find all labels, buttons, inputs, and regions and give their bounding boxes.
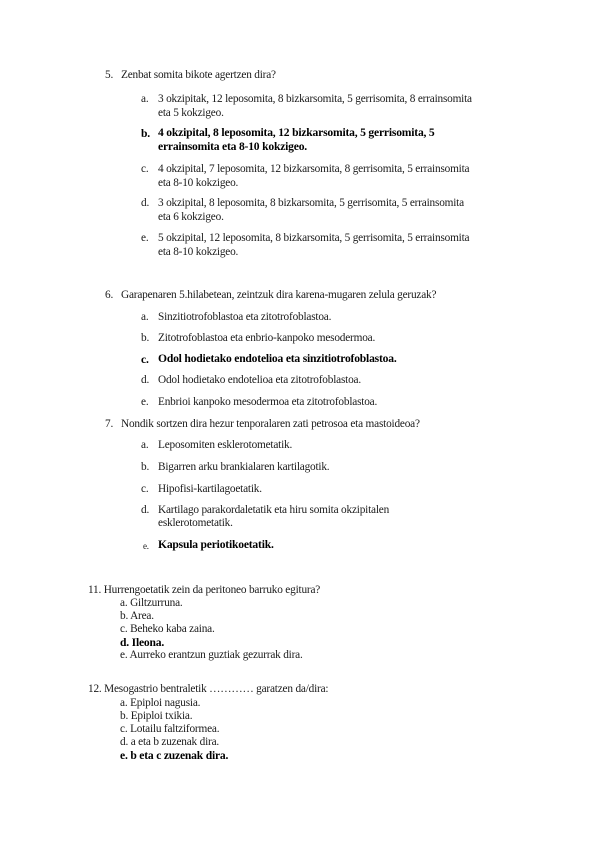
q12-option-a: a. Epiploi nagusia. [120,697,201,709]
option-line: 4 okzipital, 8 leposomita, 12 bizkarsomita, 5 gerrisomita, 5 [158,126,435,139]
q5-text: Zenbat somita bikote agertzen dira? [121,69,276,81]
q7-option-d-line1: Kartilago parakordaletatik eta hiru somita okzipitalen [158,504,390,516]
q7-option-e-text: Kapsula periotikoetatik. [158,538,274,551]
option-line: eta 6 kokzigeo. [158,211,224,223]
option-letter: c. [141,163,149,175]
q11-option-e: e. Aurreko erantzun guztiak gezurrak dira. [120,649,303,661]
q7-option-a-text: Leposomiten esklerotometatik. [158,439,293,451]
q11-option-b: b. Area. [120,610,154,622]
option-line: 5 okzipital, 12 leposomita, 8 bizkarsomita, 5 gerrisomita, 5 errainsomita [158,232,470,244]
option-line: 3 okzipitak, 12 leposomita, 8 bizkarsomita, 5 gerrisomita, 8 errainsomita [158,93,472,105]
q7-option-d-line2: esklerotometatik. [158,517,233,529]
q6-option-e-text: Enbrioi kanpoko mesodermoa eta zitotrofoblastoa. [158,396,378,408]
q7-option-b-letter: b. [141,461,150,473]
option-line: eta 8-10 kokzigeo. [158,177,239,189]
q11-option-d: d. Ileona. [120,636,165,649]
q12-option-b: b. Epiploi txikia. [120,710,193,722]
q6-text: Garapenaren 5.hilabetean, zeintzuk dira karena-mugaren zelula geruzak? [121,289,437,301]
option-line: eta 5 kokzigeo. [158,107,224,119]
option-line: 3 okzipital, 8 leposomita, 8 bizkarsomita, 5 gerrisomita, 5 errainsomita [158,197,464,209]
q7-text: Nondik sortzen dira hezur tenporalaren zati petrosoa eta mastoideoa? [121,418,420,430]
q6-option-a-letter: a. [141,311,149,323]
q6-option-d-letter: d. [141,374,150,386]
q12-option-c: c. Lotailu faltziformea. [120,723,220,735]
q12-option-e: e. b eta c zuzenak dira. [120,749,229,762]
q7-number: 7. [105,418,114,430]
option-line: errainsomita eta 8-10 kokzigeo. [158,140,307,153]
q7-option-c-letter: c. [141,483,149,495]
option-letter: d. [141,197,150,209]
q11-option-c: c. Beheko kaba zaina. [120,623,215,635]
option-letter: b. [141,127,150,140]
q6-option-d-text: Odol hodietako endotelioa eta zitotrofoblastoa. [158,374,361,386]
q6-option-c-text: Odol hodietako endotelioa eta sinzitiotrofoblastoa. [158,352,397,365]
q6-option-a-text: Sinzitiotrofoblastoa eta zitotrofoblastoa. [158,311,332,323]
q6-option-c-letter: c. [141,353,149,366]
q12-text: 12. Mesogastrio bentraletik ………… garatzen da/dira: [88,683,329,695]
q6-option-b-text: Zitotrofoblastoa eta enbrio-kanpoko mesodermoa. [158,332,376,344]
q7-option-e-letter: e. [143,541,149,551]
q6-number: 6. [105,289,114,301]
q7-option-d-letter: d. [141,504,150,516]
q12-option-d: d. a eta b zuzenak dira. [120,736,220,748]
option-letter: e. [141,232,149,244]
q5-number: 5. [105,69,114,81]
q11-option-a: a. Giltzurruna. [120,597,183,609]
q11-text: 11. Hurrengoetatik zein da peritoneo barruko egitura? [88,584,321,596]
option-line: 4 okzipital, 7 leposomita, 12 bizkarsomita, 8 gerrisomita, 5 errainsomita [158,163,470,175]
q7-option-a-letter: a. [141,439,149,451]
q6-option-b-letter: b. [141,332,150,344]
option-line: eta 8-10 kokzigeo. [158,246,239,258]
q6-option-e-letter: e. [141,396,149,408]
q7-option-c-text: Hipofisi-kartilagoetatik. [158,483,262,495]
q7-option-b-text: Bigarren arku brankialaren kartilagotik. [158,461,330,473]
option-letter: a. [141,93,149,105]
